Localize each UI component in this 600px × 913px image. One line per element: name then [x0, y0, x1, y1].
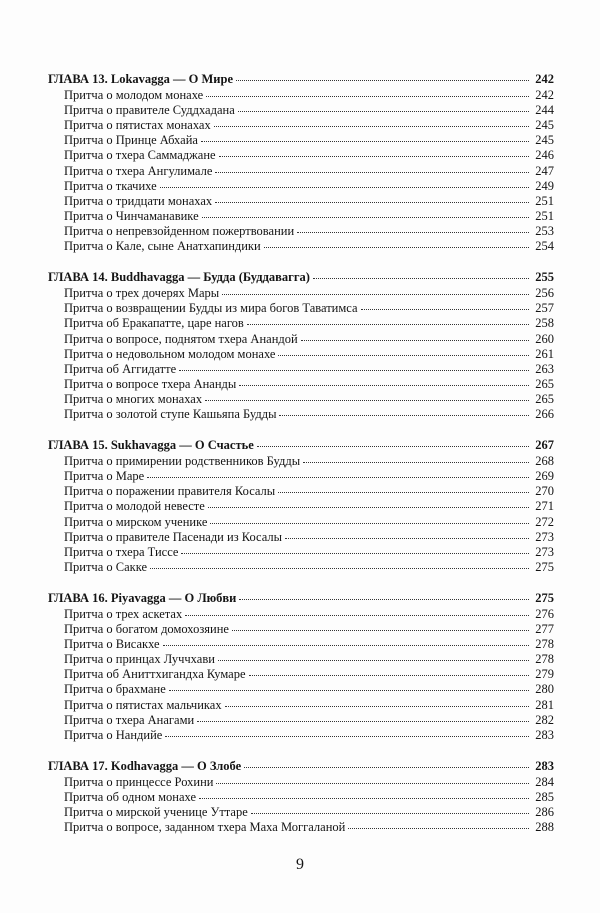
- chapter-section: [48, 72, 554, 254]
- entry-page: 288: [535, 820, 554, 835]
- chapter-title: ГЛАВА 16. Piyavagga — О Любви: [48, 590, 237, 605]
- entry-title: Притча о тхера Ангулимале: [64, 163, 213, 178]
- chapter-heading: [48, 270, 554, 285]
- dot-leader: [214, 125, 529, 127]
- dot-leader: [264, 246, 529, 248]
- toc-entry: [48, 377, 554, 392]
- chapter-page: 255: [535, 270, 554, 285]
- dot-leader: [210, 522, 529, 524]
- chapter-page: 283: [535, 758, 554, 773]
- toc-entry: [48, 499, 554, 514]
- dot-leader: [150, 567, 529, 569]
- entry-title: Притча о брахмане: [64, 682, 166, 697]
- entry-page: 266: [535, 406, 554, 421]
- entry-title: Притча о тридцати монахах: [64, 193, 213, 208]
- toc-entry: [48, 362, 554, 377]
- dot-leader: [232, 629, 529, 631]
- toc-entry: [48, 805, 554, 820]
- toc-entry: [48, 698, 554, 713]
- toc-entry: [48, 332, 554, 347]
- entry-title: Притча о тхера Тиссе: [64, 544, 179, 559]
- toc-entry: [48, 392, 554, 407]
- chapter-heading: [48, 438, 554, 453]
- entry-page: 270: [535, 484, 554, 499]
- dot-leader: [278, 491, 529, 493]
- toc-entry: [48, 820, 554, 835]
- entry-title: Притча о мирской ученице Уттаре: [64, 805, 248, 820]
- dot-leader: [303, 461, 529, 463]
- entry-title: Притча о поражении правителя Косалы: [64, 484, 276, 499]
- entry-title: Притча о Висакхе: [64, 637, 160, 652]
- entry-page: 281: [535, 697, 554, 712]
- toc-entry: [48, 790, 554, 805]
- dot-leader: [179, 369, 529, 371]
- toc-entry: [48, 469, 554, 484]
- entry-page: 258: [535, 316, 554, 331]
- entry-page: 265: [535, 391, 554, 406]
- dot-leader: [215, 171, 529, 173]
- entry-title: Притча о тхера Анагами: [64, 712, 195, 727]
- toc-entry: [48, 164, 554, 179]
- entry-page: 268: [535, 454, 554, 469]
- entry-title: Притча о многих монахах: [64, 391, 203, 406]
- chapter-page: 267: [535, 438, 554, 453]
- entry-title: Притча о правителе Пасенади из Косалы: [64, 529, 283, 544]
- entry-title: Притча о Кале, сыне Анатхапиндики: [64, 239, 261, 254]
- dot-leader: [313, 277, 529, 279]
- entry-page: 254: [535, 239, 554, 254]
- entry-page: 283: [535, 727, 554, 742]
- entry-title: Притча о принцах Луччхави: [64, 652, 215, 667]
- entry-page: 242: [535, 88, 554, 103]
- entry-title: Притча о вопросе, заданном тхера Маха Моггаланой: [64, 820, 346, 835]
- entry-page: 278: [535, 652, 554, 667]
- entry-page: 261: [535, 346, 554, 361]
- entry-title: Притча об Аниттхигандха Кумаре: [64, 667, 246, 682]
- chapter-title: ГЛАВА 17. Kodhavagga — О Злобе: [48, 758, 242, 773]
- dot-leader: [236, 79, 529, 81]
- dot-leader: [216, 782, 529, 784]
- dot-leader: [225, 705, 529, 707]
- entry-title: Притча о золотой ступе Кашьяпа Будды: [64, 406, 277, 421]
- dot-leader: [199, 797, 529, 799]
- dot-leader: [247, 323, 529, 325]
- entry-title: Притча о мирском ученике: [64, 514, 208, 529]
- entry-page: 273: [535, 529, 554, 544]
- toc-entry: [48, 515, 554, 530]
- dot-leader: [169, 689, 529, 691]
- entry-title: Притча о недовольном молодом монахе: [64, 346, 276, 361]
- dot-leader: [165, 735, 529, 737]
- entry-page: 282: [535, 712, 554, 727]
- entry-title: Притча об Аггидатте: [64, 361, 177, 376]
- entry-page: 251: [535, 208, 554, 223]
- dot-leader: [348, 827, 529, 829]
- table-of-contents: [48, 72, 554, 851]
- toc-entry: [48, 88, 554, 103]
- chapter-section: [48, 759, 554, 835]
- entry-page: 246: [535, 148, 554, 163]
- chapter-title: ГЛАВА 13. Lokavagga — О Мире: [48, 72, 233, 86]
- dot-leader: [218, 659, 529, 661]
- toc-entry: [48, 316, 554, 331]
- toc-entry: [48, 194, 554, 209]
- dot-leader: [160, 186, 529, 188]
- entry-page: 260: [535, 331, 554, 346]
- dot-leader: [185, 614, 529, 616]
- dot-leader: [219, 155, 529, 157]
- dot-leader: [147, 476, 529, 478]
- entry-title: Притча об Еракапатте, царе нагов: [64, 316, 244, 331]
- dot-leader: [238, 110, 529, 112]
- entry-page: 275: [535, 559, 554, 574]
- dot-leader: [278, 354, 529, 356]
- dot-leader: [205, 399, 529, 401]
- entry-title: Притча о молодом монахе: [64, 88, 204, 103]
- entry-title: Притча о богатом домохозяине: [64, 622, 229, 637]
- toc-entry: [48, 179, 554, 194]
- entry-page: 285: [535, 790, 554, 805]
- dot-leader: [197, 720, 529, 722]
- entry-page: 247: [535, 163, 554, 178]
- toc-entry: [48, 209, 554, 224]
- toc-entry: [48, 347, 554, 362]
- entry-page: 265: [535, 376, 554, 391]
- toc-entry: [48, 239, 554, 254]
- entry-title: Притча о вопросе, поднятом тхера Анандой: [64, 331, 298, 346]
- entry-page: 278: [535, 637, 554, 652]
- toc-entry: [48, 301, 554, 316]
- chapter-page: 275: [535, 590, 554, 605]
- entry-page: 249: [535, 178, 554, 193]
- entry-page: 263: [535, 361, 554, 376]
- entry-page: 253: [535, 223, 554, 238]
- chapter-title: ГЛАВА 14. Buddhavagga — Будда (Буддавагга): [48, 270, 310, 285]
- toc-entry: [48, 118, 554, 133]
- entry-title: Притча о принцессе Рохини: [64, 774, 214, 789]
- dot-leader: [181, 552, 529, 554]
- entry-title: Притча о правителе Суддхадана: [64, 103, 235, 118]
- entry-page: 276: [535, 607, 554, 621]
- dot-leader: [208, 506, 529, 508]
- toc-entry: [48, 454, 554, 469]
- chapter-title: ГЛАВА 15. Sukhavagga — О Счастье: [48, 438, 254, 453]
- entry-title: Притча о вопросе тхера Ананды: [64, 376, 237, 391]
- toc-entry: [48, 622, 554, 637]
- entry-page: 244: [535, 103, 554, 118]
- dot-leader: [301, 339, 529, 341]
- entry-title: Притча о Чинчаманавике: [64, 208, 199, 223]
- dot-leader: [251, 812, 529, 814]
- chapter-page: 242: [535, 72, 554, 86]
- entry-page: 286: [535, 805, 554, 820]
- toc-entry: [48, 637, 554, 652]
- dot-leader: [222, 293, 529, 295]
- dot-leader: [257, 445, 529, 447]
- entry-title: Притча о Сакке: [64, 559, 148, 574]
- page-number: 9: [296, 856, 304, 873]
- dot-leader: [297, 231, 529, 233]
- toc-entry: [48, 407, 554, 422]
- chapter-section: [48, 591, 554, 743]
- entry-page: 273: [535, 544, 554, 559]
- dot-leader: [201, 140, 529, 142]
- entry-page: 280: [535, 682, 554, 697]
- toc-entry: [48, 545, 554, 560]
- entry-title: Притча о пятистах монахах: [64, 118, 211, 133]
- entry-page: 271: [535, 499, 554, 514]
- entry-page: 284: [535, 774, 554, 789]
- toc-entry: [48, 775, 554, 790]
- chapter-heading: [48, 591, 554, 606]
- entry-page: 257: [535, 301, 554, 316]
- dot-leader: [239, 384, 529, 386]
- toc-entry: [48, 148, 554, 163]
- dot-leader: [279, 414, 529, 416]
- entry-title: Притча об одном монахе: [64, 790, 196, 805]
- dot-leader: [206, 95, 529, 97]
- entry-title: Притча о ткачихе: [64, 178, 157, 193]
- dot-leader: [163, 644, 529, 646]
- entry-page: 279: [535, 667, 554, 682]
- dot-leader: [215, 201, 529, 203]
- chapter-section: [48, 438, 554, 575]
- entry-title: Притча о Нандийе: [64, 727, 163, 742]
- toc-entry: [48, 728, 554, 743]
- entry-page: 277: [535, 622, 554, 637]
- toc-entry: [48, 484, 554, 499]
- dot-leader: [239, 598, 529, 600]
- dot-leader: [285, 537, 529, 539]
- toc-entry: [48, 652, 554, 667]
- chapter-heading: [48, 72, 554, 87]
- toc-entry: [48, 133, 554, 148]
- entry-title: Притча о Маре: [64, 469, 145, 484]
- entry-title: Притча о Принце Абхайа: [64, 133, 198, 148]
- dot-leader: [249, 674, 529, 676]
- entry-page: 272: [535, 514, 554, 529]
- entry-page: 256: [535, 286, 554, 301]
- dot-leader: [361, 308, 529, 310]
- entry-title: Притча о трех аскетах: [64, 607, 183, 621]
- toc-entry: [48, 667, 554, 682]
- entry-title: Притча о трех дочерях Мары: [64, 286, 220, 301]
- toc-entry: [48, 607, 554, 622]
- dot-leader: [244, 766, 529, 768]
- entry-title: Притча о непревзойденном пожертвовании: [64, 223, 295, 238]
- entry-page: 269: [535, 469, 554, 484]
- toc-entry: [48, 682, 554, 697]
- entry-page: 245: [535, 118, 554, 133]
- dot-leader: [202, 216, 529, 218]
- toc-entry: [48, 713, 554, 728]
- entry-title: Притча о возвращении Будды из мира богов Таватимса: [64, 301, 358, 316]
- entry-title: Притча о молодой невесте: [64, 499, 205, 514]
- toc-entry: [48, 103, 554, 118]
- entry-page: 251: [535, 193, 554, 208]
- chapter-section: [48, 270, 554, 422]
- toc-entry: [48, 560, 554, 575]
- toc-entry: [48, 286, 554, 301]
- toc-entry: [48, 530, 554, 545]
- entry-page: 245: [535, 133, 554, 148]
- toc-entry: [48, 224, 554, 239]
- entry-title: Притча о примирении родственников Будды: [64, 454, 301, 469]
- entry-title: Притча о тхера Саммаджане: [64, 148, 216, 163]
- entry-title: Притча о пятистах мальчиках: [64, 697, 222, 712]
- chapter-heading: [48, 759, 554, 774]
